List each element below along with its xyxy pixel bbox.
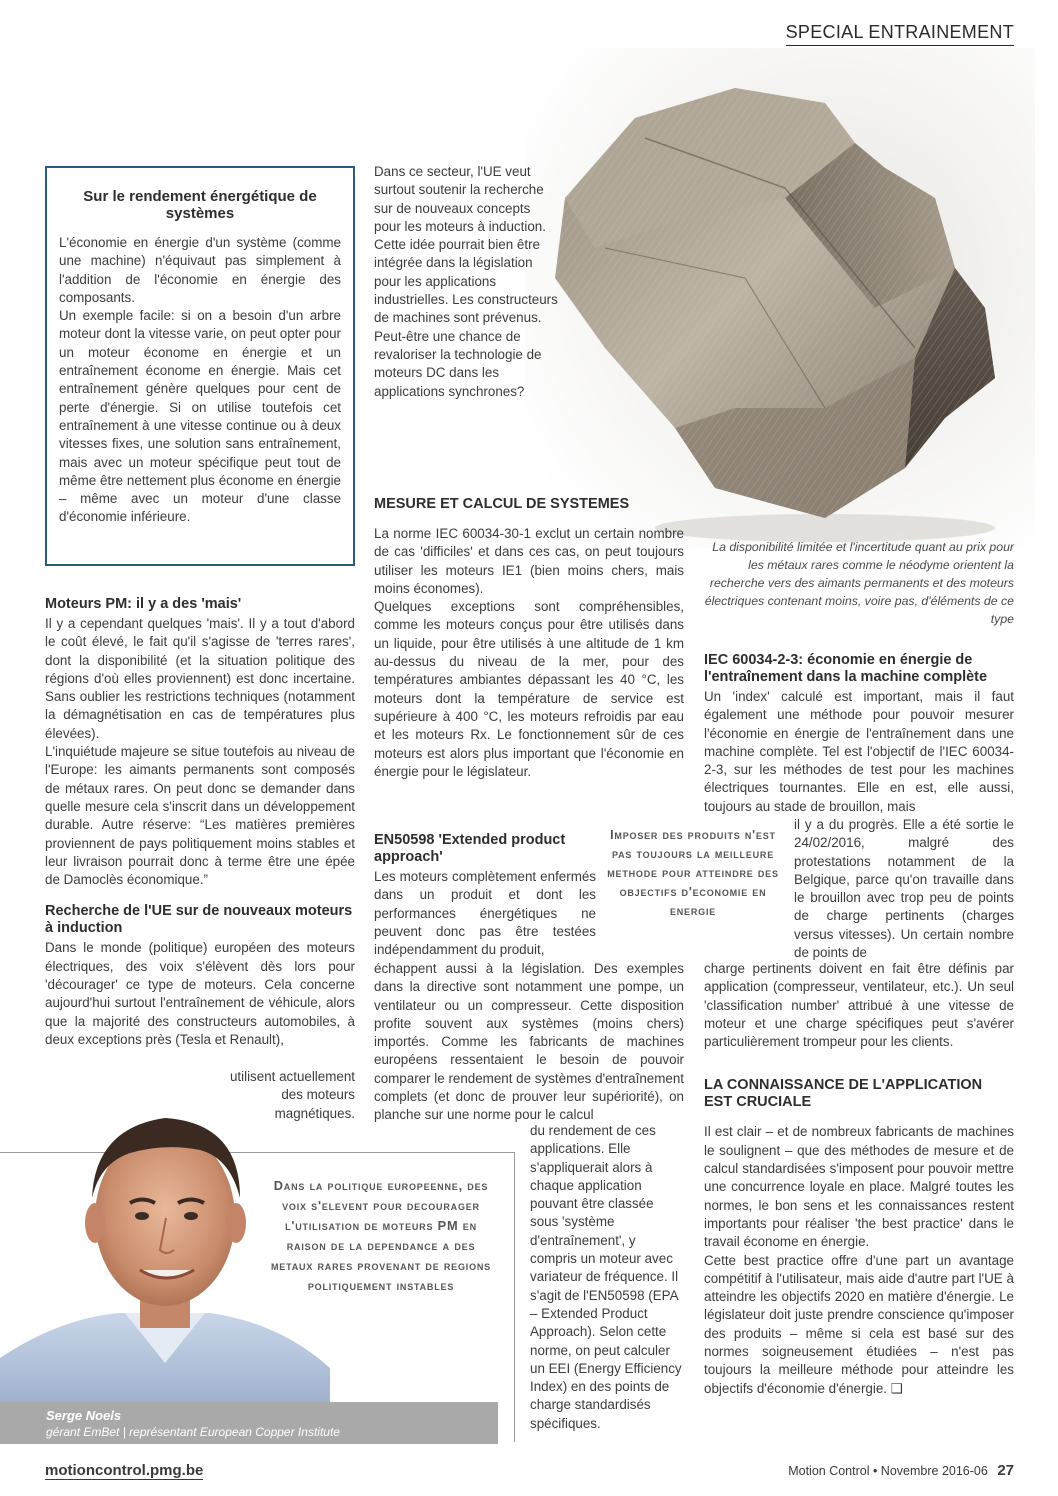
paragraph: La norme IEC 60034-30-1 exclut un certain nombre de cas 'difficiles' et dans ces cas, on peut toujours utiliser les moteurs IE1 (bien moins chers, mais moins économes). <box>374 526 684 596</box>
credit-name: Serge Noels <box>46 1408 122 1423</box>
section-heading: LA CONNAISSANCE DE L'APPLICATION EST CRUCIALE <box>704 1077 983 1111</box>
paragraph: Il est clair – et de nombreux fabricants de machines le soulignent – que des méthodes de mesure et de calcul standardisées s'imposent pour pouvoir mettre une concurrence loyale en place. Malgré toutes les normes, le bon sens et les connaissances restent importants pour réaliser 'the best practice' dans le travail économe en énergie. <box>704 1124 1014 1250</box>
paragraph: échappent aussi à la législation. Des exemples dans la directive sont notamment une pompe, un ventilateur ou un compresseur. Cette disposition profite souvent aux systèmes (moins chers) importés. Comme les fabricants de machines européens ressentaient le besoin de pouvoir comparer le rendement de systèmes d'entraînement complets (et donc de prouver leur supériorité), on planche sur une norme pour le calcul <box>374 961 684 1123</box>
column-2 <box>374 496 684 781</box>
column-3-lower <box>704 960 1014 1398</box>
pull-quote: Imposer des produits n'est pas toujours la meilleure methode pour atteindre des objectifs d'economie en energie <box>607 828 779 918</box>
credit-role: gérant EmBet | représentant European Copper Institute <box>46 1425 340 1439</box>
footer-issue-text: Motion Control • Novembre 2016-06 <box>788 1464 988 1478</box>
column-1 <box>45 596 355 1049</box>
section-heading: Recherche de l'UE sur de nouveaux moteurs à induction <box>45 903 353 937</box>
paragraph: charge pertinents doivent en fait être définis par application (compresseur, ventilateur, etc.). Un seul 'classification number' attribué à une vitesse de moteur et une charge spécifiques peut s'avérer particulièrement trompeur pour les clients. <box>704 961 1014 1050</box>
metal-nugget-photo <box>525 48 1035 548</box>
photo-credit <box>0 1402 498 1444</box>
sidebar-box <box>45 166 355 566</box>
column-3-narrow <box>794 816 1014 962</box>
box-paragraph: L'économie en énergie d'un système (comme une machine) n'équivaut pas simplement à l'addition de l'économie en énergie des composants. <box>59 235 341 305</box>
paragraph: Dans le monde (politique) européen des moteurs électriques, des voix s'élèvent dès lors pour 'décourager' ce type de moteurs. Cela concerne aujourd'hui surtout l'entraînement de véhicule, alors que la majorité des constructeurs automobiles, à deux exceptions près (Tesla et Renault), <box>45 940 355 1047</box>
section-heading: EN50598 'Extended product approach' <box>374 832 566 865</box>
footer-website-link[interactable]: motioncontrol.pmg.be <box>45 1462 204 1479</box>
paragraph: Dans ce secteur, l'UE veut surtout soutenir la recherche sur de nouveaux concepts pour les moteurs à induction. Cette idée pourrait bien être intégrée dans la législation pour les applications industrielles. Les constructeurs de machines sont prévenus. Peut-être une chance de revaloriser la technologie de moteurs DC dans les applications synchrones? <box>374 164 558 399</box>
section-heading: Moteurs PM: il y a des 'mais' <box>45 596 242 612</box>
paragraph: L'inquiétude majeure se situe toutefois au niveau de l'Europe: les aimants permanents sont composés de métaux rares. On peut donc se demander dans quelle mesure cela s'inscrit dans un développement durable. Autre réserve: “Les matières premières proviennent de pays politiquement moins stables et leur livraison pourrait donc à terme être une épée de Damoclès économique.” <box>45 744 355 888</box>
footer-issue <box>788 1462 1014 1479</box>
column-2-narrow <box>374 832 596 959</box>
paragraph: du rendement de ces applications. Elle s'appliquerait alors à chaque application pouvant être classée sous 'système d'entraînement', y compris un moteur avec variateur de fréquence. Il s'agit de l'EN50598 (EPA – Extended Product Approach). Selon cette norme, on peut calculer un EEI (Energy Efficiency Index) en des points de charge standardisés spécifiques. <box>530 1123 682 1431</box>
column-3 <box>704 652 1014 816</box>
box-title: Sur le rendement énergétique de systèmes <box>83 188 317 222</box>
section-title: SPECIAL ENTRAINEMENT <box>786 22 1014 46</box>
paragraph: Les moteurs complètement enfermés dans un produit et dont les performances énergétiques ne peuvent donc pas être testées indépendamment du produit, <box>374 869 596 958</box>
box-paragraph: Un exemple facile: si on a besoin d'un arbre moteur dont la vitesse varie, on peut opter pour un moteur économe en énergie et un entraînement économe en énergie. Mais cet entraînement génère quelques pour cent de perte d'énergie. Si on utilise toutefois cet entraînement à une vitesse continue ou à deux vitesses fixes, une solution sans entraînement, mais avec un moteur spécifique peut tout de même être nettement plus économe en énergie – même avec un moteur d'une classe d'économie inférieure. <box>59 308 341 525</box>
column-2-bottom <box>530 1122 684 1433</box>
section-heading: IEC 60034-2-3: économie en énergie de l'entraînement dans la machine complète <box>704 652 988 685</box>
paragraph: Un 'index' calculé est important, mais il faut également une méthode pour pouvoir mesurer l'économie en énergie de l'entraînement dans une machine complète. Tel est l'objectif de l'IEC 60034-2-3, sur les méthodes de test pour les machines électriques tournantes. Elle en est, elle aussi, toujours au stade de brouillon, mais <box>704 689 1014 814</box>
paragraph: Quelques exceptions sont compréhensibles, comme les moteurs conçus pour être utilisés dans un liquide, pour être utilisés à une altitude de 1 km au-dessus du niveau de la mer, pour des températures ambiantes dépassant les 40 °C, les moteurs dont la température de service est supérieure à 400 °C, les moteurs refroidis par eau et les moteurs Rx. Le fonctionnement sûr de ces moteurs est alors plus important que l'économie en énergie pour le législateur. <box>374 599 684 779</box>
paragraph: Cette best practice offre d'une part un avantage compétitif à l'utilisateur, mais aide d'autre part l'UE à atteindre les objectifs 2020 en matière d'énergie. Le législateur doit juste prendre conscience qu'imposer des produits – même si cela est basé sur des normes soigneusement étudiées – n'est pas toujours la meilleure méthode pour atteindre les objectifs d'économie d'énergie. ❑ <box>704 1252 1014 1396</box>
section-heading: MESURE ET CALCUL DE SYSTEMES <box>374 496 630 512</box>
paragraph: il y a du progrès. Elle a été sortie le 24/02/2016, malgré des protestations notamment de la Belgique, parce qu'on travaille dans le brouillon avec trop peu de points de charge pertinents (charges versus vitesses). Un certain nombre de points de <box>794 817 1014 961</box>
paragraph: utilisent actuellement des moteurs magnétiques. <box>229 1069 355 1121</box>
photo-caption: La disponibilité limitée et l'incertitude quant au prix pour les métaux rares comme le néodyme orientent la recherche vers des aimants permanents et des moteurs électriques contenant moins, voire pas, d'éléments de ce type <box>704 540 1014 626</box>
page-number: 27 <box>997 1462 1014 1479</box>
pull-quote: Dans la politique europeenne, des voix s'elevent pour decourager l'utilisation de moteurs PM en raison de la dependance a des metaux rares provenant de regions politiquement instables <box>271 1178 491 1293</box>
column-2-top <box>374 163 560 401</box>
column-2-wide <box>374 960 684 1125</box>
paragraph: Il y a cependant quelques 'mais'. Il y a tout d'abord le coût élevé, le fait qu'il s'agisse de 'terres rares', dont la disponibilité (et la situation politique des régions d'où elles proviennent) est donc incertaine. Sans oublier les restrictions techniques (notamment la démagnétisation en cas de températures plus élevées). <box>45 616 355 741</box>
